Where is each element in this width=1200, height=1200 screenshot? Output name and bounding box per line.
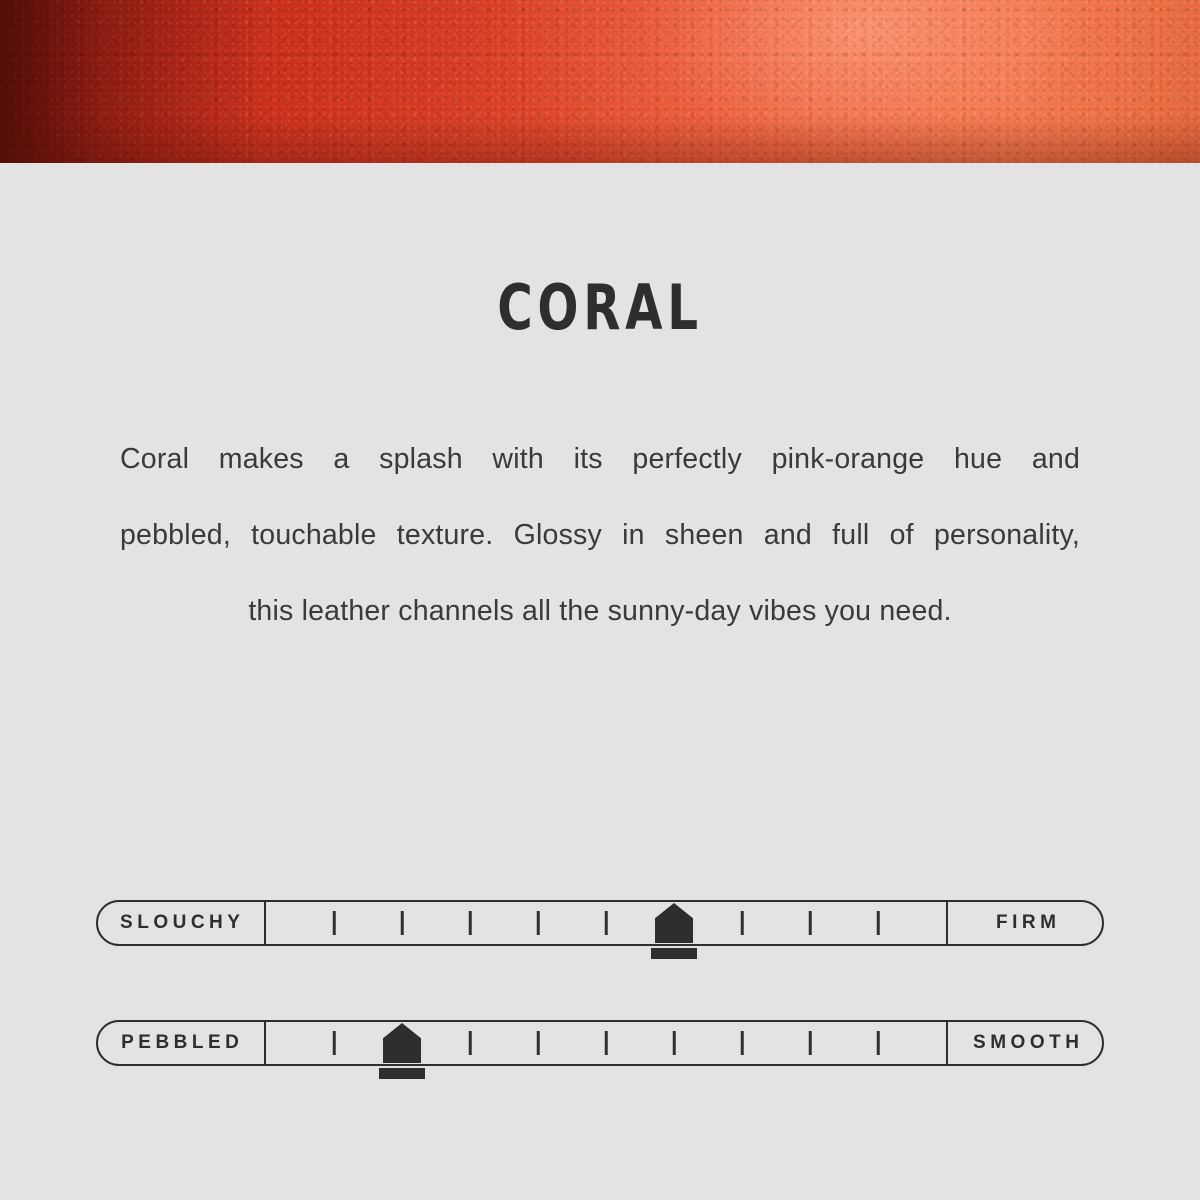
page-title: CORAL	[497, 271, 703, 344]
scale-texture[interactable]	[96, 1020, 1104, 1066]
scale-tick	[741, 911, 744, 935]
scale-tick	[605, 1031, 608, 1055]
scale-tick	[333, 1031, 336, 1055]
scale-tick	[877, 911, 880, 935]
scale-tick	[809, 1031, 812, 1055]
scale-tick	[605, 911, 608, 935]
scale-marker[interactable]	[651, 903, 697, 959]
scale-tick	[401, 911, 404, 935]
scale-right-label: SMOOTH	[946, 1020, 1104, 1066]
scale-tick	[537, 911, 540, 935]
marker-head-icon	[655, 903, 693, 943]
marker-head-icon	[383, 1023, 421, 1063]
description-line: Coral makes a splash with its perfectly pink-orange hue and	[120, 443, 1080, 475]
leather-bottom-shadow	[0, 117, 1200, 163]
scale-tick	[469, 1031, 472, 1055]
scale-right-label: FIRM	[946, 900, 1104, 946]
description-line: pebbled, touchable texture. Glossy in sheen and full of personality,	[120, 519, 1080, 551]
marker-bar-icon	[651, 948, 697, 959]
scale-ticks	[266, 1020, 946, 1066]
scale-ticks	[266, 900, 946, 946]
scale-tick	[809, 911, 812, 935]
scale-tick	[877, 1031, 880, 1055]
scale-tick	[333, 911, 336, 935]
scale-tick	[673, 1031, 676, 1055]
scale-tick	[741, 1031, 744, 1055]
color-description	[120, 421, 1080, 649]
leather-swatch-banner	[0, 0, 1200, 163]
scale-left-label: PEBBLED	[96, 1020, 266, 1066]
scale-tick	[537, 1031, 540, 1055]
scale-marker[interactable]	[379, 1023, 425, 1079]
scale-structure[interactable]	[96, 900, 1104, 946]
marker-bar-icon	[379, 1068, 425, 1079]
description-line: this leather channels all the sunny-day vibes you need.	[248, 595, 952, 627]
scale-left-label: SLOUCHY	[96, 900, 266, 946]
scale-tick	[469, 911, 472, 935]
content-panel	[0, 163, 1200, 1200]
